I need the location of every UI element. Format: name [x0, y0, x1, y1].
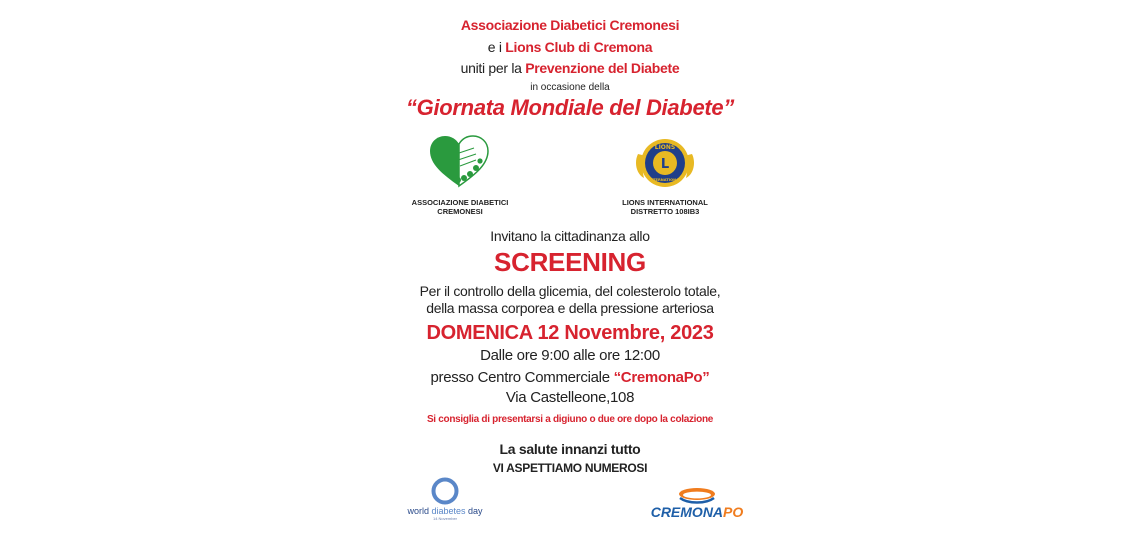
venue-prefix: presso Centro Commerciale — [430, 369, 614, 386]
org-title-lions: Lions Club di Cremona — [505, 39, 653, 55]
closing-text: VI ASPETTIAMO NUMEROSI — [492, 461, 648, 475]
adc-logo-block — [390, 134, 530, 216]
fasting-advice: Si consiglia di presentarsi a digiuno o due ore dopo la colazione — [426, 414, 714, 425]
org-title-adc: Associazione Diabetici Cremonesi — [460, 17, 680, 33]
event-hours: Dalle ore 9:00 alle ore 12:00 — [480, 347, 660, 364]
occasion-text: in occasione della — [530, 82, 610, 93]
venue-name: “CremonaPo” — [613, 369, 710, 386]
cremonapo-swoosh-icon — [674, 486, 720, 506]
wdd-date: 14 November — [432, 516, 457, 521]
cause-line — [380, 60, 760, 76]
description-line2: della massa corporea e della pressione arteriosa — [426, 300, 714, 316]
lions-caption-line2: DISTRETTO 108IB3 — [630, 207, 700, 216]
lions-emblem-top: LIONS — [654, 144, 676, 151]
motto-text: La salute innanzi tutto — [499, 441, 641, 457]
world-diabetes-day-logo — [400, 476, 490, 521]
blue-circle-icon — [430, 476, 460, 506]
cremonapo-logo — [642, 486, 752, 520]
lions-caption-line1: LIONS INTERNATIONAL — [622, 198, 708, 207]
cause-title: Prevenzione del Diabete — [525, 60, 680, 76]
wdd-text: world diabetes day — [407, 506, 483, 516]
lions-emblem-letter: L — [660, 157, 670, 172]
adc-heart-icon — [428, 134, 492, 192]
event-poster — [380, 0, 760, 540]
lions-emblem-bottom: INTERNATIONAL — [648, 178, 682, 182]
event-title: “Giornata Mondiale del Diabete” — [405, 95, 735, 120]
screening-title: SCREENING — [494, 247, 646, 277]
venue-address: Via Castelleone,108 — [505, 389, 635, 406]
adc-caption-line2: CREMONESI — [437, 207, 483, 216]
lions-emblem-icon — [634, 134, 696, 192]
invite-text: Invitano la cittadinanza allo — [490, 228, 650, 244]
conjunction-text: e i — [487, 39, 506, 55]
cremonapo-wordmark: CREMONAPO — [650, 504, 744, 520]
description-line1: Per il controllo della glicemia, del colesterolo totale, — [419, 283, 721, 299]
event-date: DOMENICA 12 Novembre, 2023 — [426, 322, 714, 344]
lions-logo-block — [595, 134, 735, 216]
org-line-lions — [380, 39, 760, 55]
cause-prefix: uniti per la — [460, 60, 526, 76]
venue-line — [380, 369, 760, 386]
adc-caption-line1: ASSOCIAZIONE DIABETICI — [411, 198, 509, 207]
